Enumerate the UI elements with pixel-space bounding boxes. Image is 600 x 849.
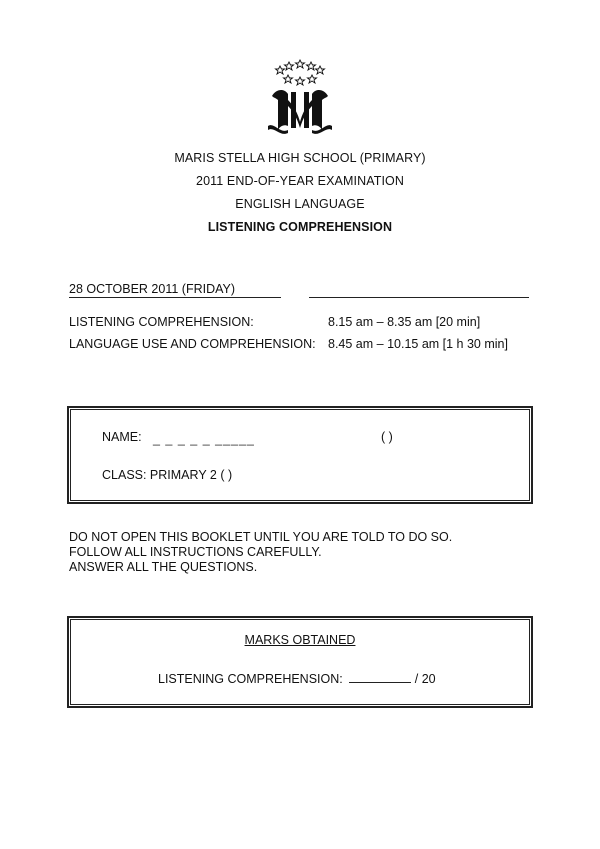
schedule-time-listening: 8.15 am – 8.35 am [20 min]: [328, 315, 481, 329]
exam-date: 28 OCTOBER 2011 (FRIDAY): [69, 282, 236, 296]
paper-title: LISTENING COMPREHENSION: [207, 220, 393, 234]
marks-title: [0, 633, 600, 647]
schedule-label-language: LANGUAGE USE AND COMPREHENSION:: [69, 337, 316, 351]
blank-rule: [309, 297, 529, 298]
instruction-line: DO NOT OPEN THIS BOOKLET UNTIL YOU ARE TOLD TO DO SO.: [69, 530, 453, 544]
class-field[interactable]: CLASS: PRIMARY 2 ( ): [102, 468, 233, 482]
marks-row: [158, 672, 436, 686]
date-underline: [69, 297, 281, 298]
instruction-line: ANSWER ALL THE QUESTIONS.: [69, 560, 258, 574]
instruction-line: FOLLOW ALL INSTRUCTIONS CAREFULLY.: [69, 545, 322, 559]
marks-blank[interactable]: [349, 682, 411, 683]
name-field[interactable]: _ _ _ _ _ _____: [153, 432, 255, 446]
marks-box-inner: [70, 619, 530, 705]
candidate-details-box-inner: [70, 409, 530, 501]
exam-title: 2011 END-OF-YEAR EXAMINATION: [196, 174, 404, 188]
schedule-label-listening: LISTENING COMPREHENSION:: [69, 315, 254, 329]
marks-total: / 20: [414, 672, 436, 686]
school-crest-icon: [258, 56, 342, 138]
subject-title: ENGLISH LANGUAGE: [235, 197, 365, 211]
marks-title-text: MARKS OBTAINED: [244, 633, 356, 647]
index-number-field[interactable]: ( ): [381, 430, 393, 444]
school-name: MARIS STELLA HIGH SCHOOL (PRIMARY): [174, 151, 426, 165]
marks-label: LISTENING COMPREHENSION:: [158, 672, 343, 686]
schedule-time-language: 8.45 am – 10.15 am [1 h 30 min]: [328, 337, 508, 351]
name-label: NAME:: [102, 430, 142, 444]
